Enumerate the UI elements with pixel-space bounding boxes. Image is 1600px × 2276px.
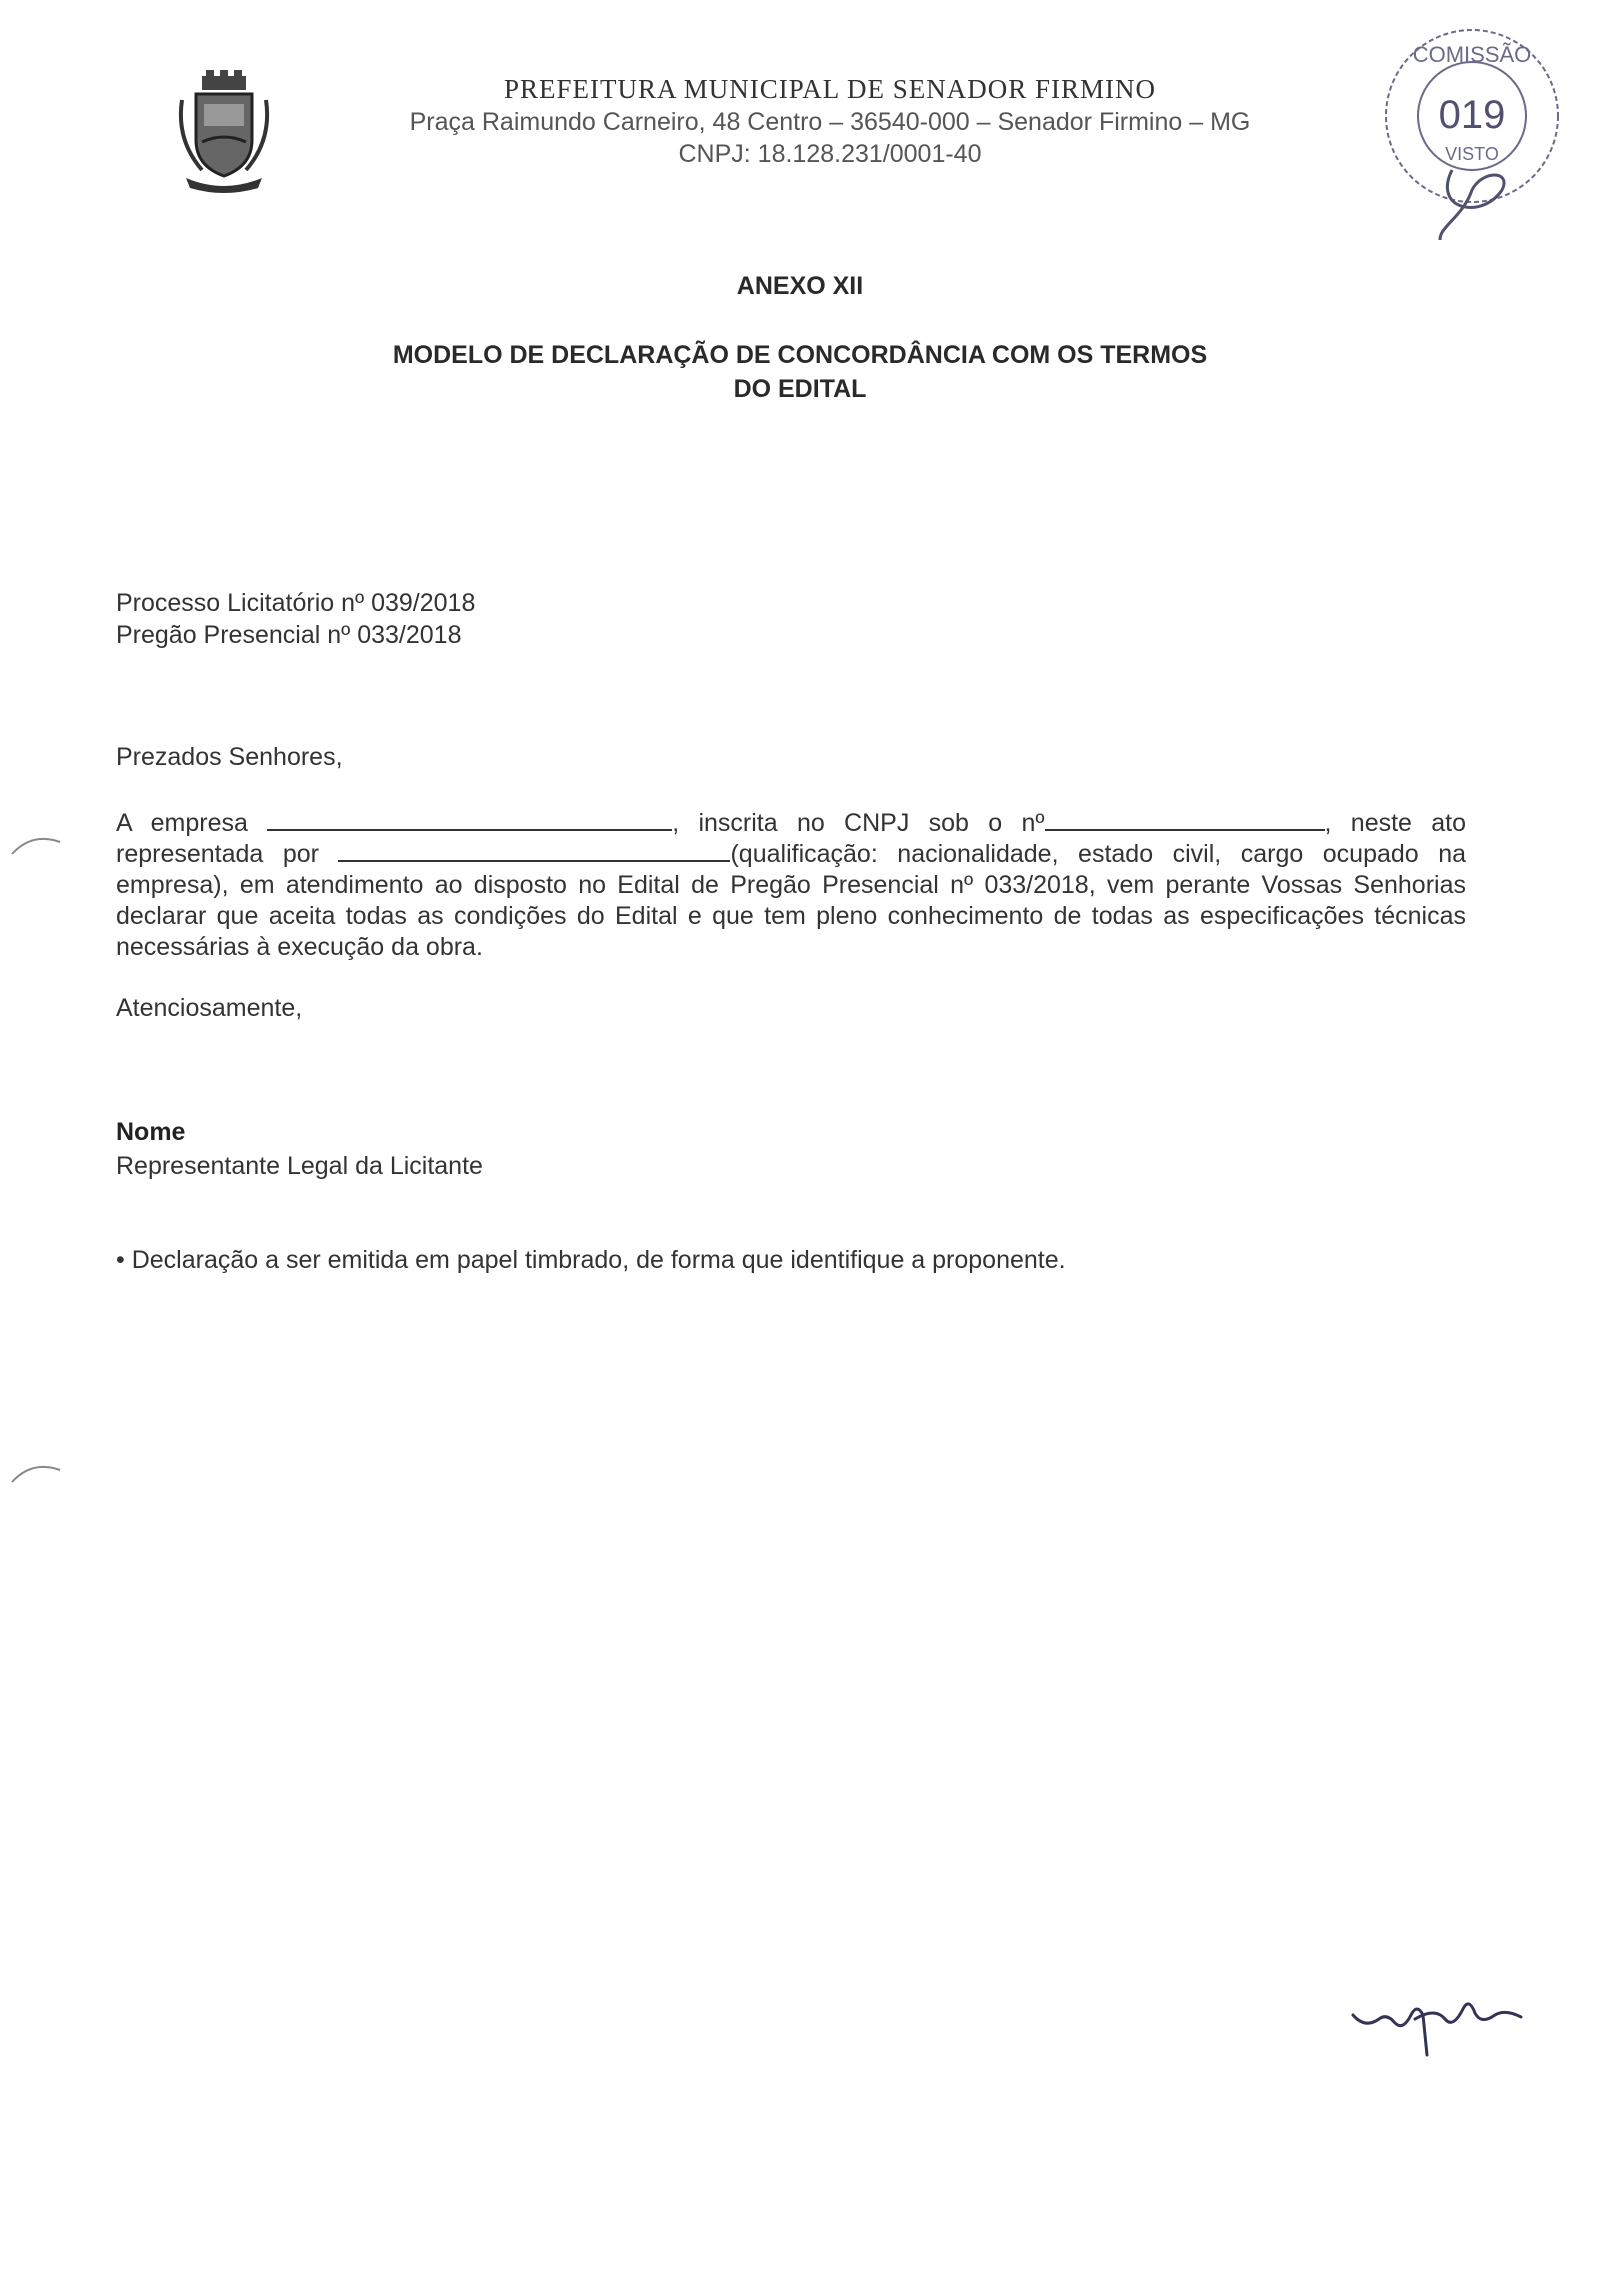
stamp-top-text: COMISSÃO — [1412, 42, 1532, 67]
subtitle-line-1: MODELO DE DECLARAÇÃO DE CONCORDÂNCIA COM OS TERMOS — [392, 341, 1208, 369]
letterhead-address: Praça Raimundo Carneiro, 48 Centro – 36540-000 – Senador Firmino – MG — [409, 108, 1251, 136]
paragraph-segment-3: , neste ato representada por — [116, 809, 1467, 868]
stamp-number: 019 — [1438, 93, 1506, 137]
signer-name: Nome — [116, 1118, 186, 1146]
paragraph-segment-2: , inscrita no CNPJ sob o nº — [672, 809, 1045, 837]
letterhead — [300, 72, 1360, 170]
signer-role: Representante Legal da Licitante — [116, 1152, 483, 1180]
auction-number: Pregão Presencial nº 033/2018 — [116, 621, 462, 649]
scan-mark-icon — [8, 1448, 68, 1488]
municipal-coat-of-arms-icon — [172, 70, 276, 194]
paragraph-segment-1: A empresa — [116, 809, 268, 837]
cnpj-number-blank[interactable] — [1045, 809, 1325, 831]
company-name-blank[interactable] — [267, 809, 672, 831]
commission-stamp-icon — [1372, 20, 1572, 240]
subtitle-line-2: DO EDITAL — [733, 375, 867, 403]
scan-mark-icon — [8, 820, 68, 860]
annex-title: ANEXO XII — [736, 272, 864, 300]
letterhead-title: PREFEITURA MUNICIPAL DE SENADOR FIRMINO — [503, 74, 1157, 104]
stamp-bottom-text: VISTO — [1445, 144, 1499, 164]
document-subtitle — [300, 338, 1300, 406]
representative-blank[interactable] — [338, 840, 730, 862]
paragraph-segment-4: (qualificação: nacionalidade, estado civil, cargo ocupado na empresa), em atendimento ao disposto no Edital de Pregão Presencial nº 033/2018, vem perante Vossas Senhorias declarar que aceita todas as condições do Edital e que tem pleno conhecimento de todas as especificações técnicas necessárias à execução da obra. — [116, 840, 1467, 961]
process-info — [116, 587, 475, 651]
declaration-paragraph — [116, 808, 1466, 963]
footnote: • Declaração a ser emitida em papel timbrado, de forma que identifique a proponente. — [116, 1246, 1066, 1274]
handwritten-initials-icon — [1345, 1985, 1535, 2065]
letterhead-cnpj: CNPJ: 18.128.231/0001-40 — [678, 140, 982, 168]
greeting: Prezados Senhores, — [116, 743, 343, 771]
process-number: Processo Licitatório nº 039/2018 — [116, 589, 476, 617]
closing: Atenciosamente, — [116, 994, 303, 1022]
